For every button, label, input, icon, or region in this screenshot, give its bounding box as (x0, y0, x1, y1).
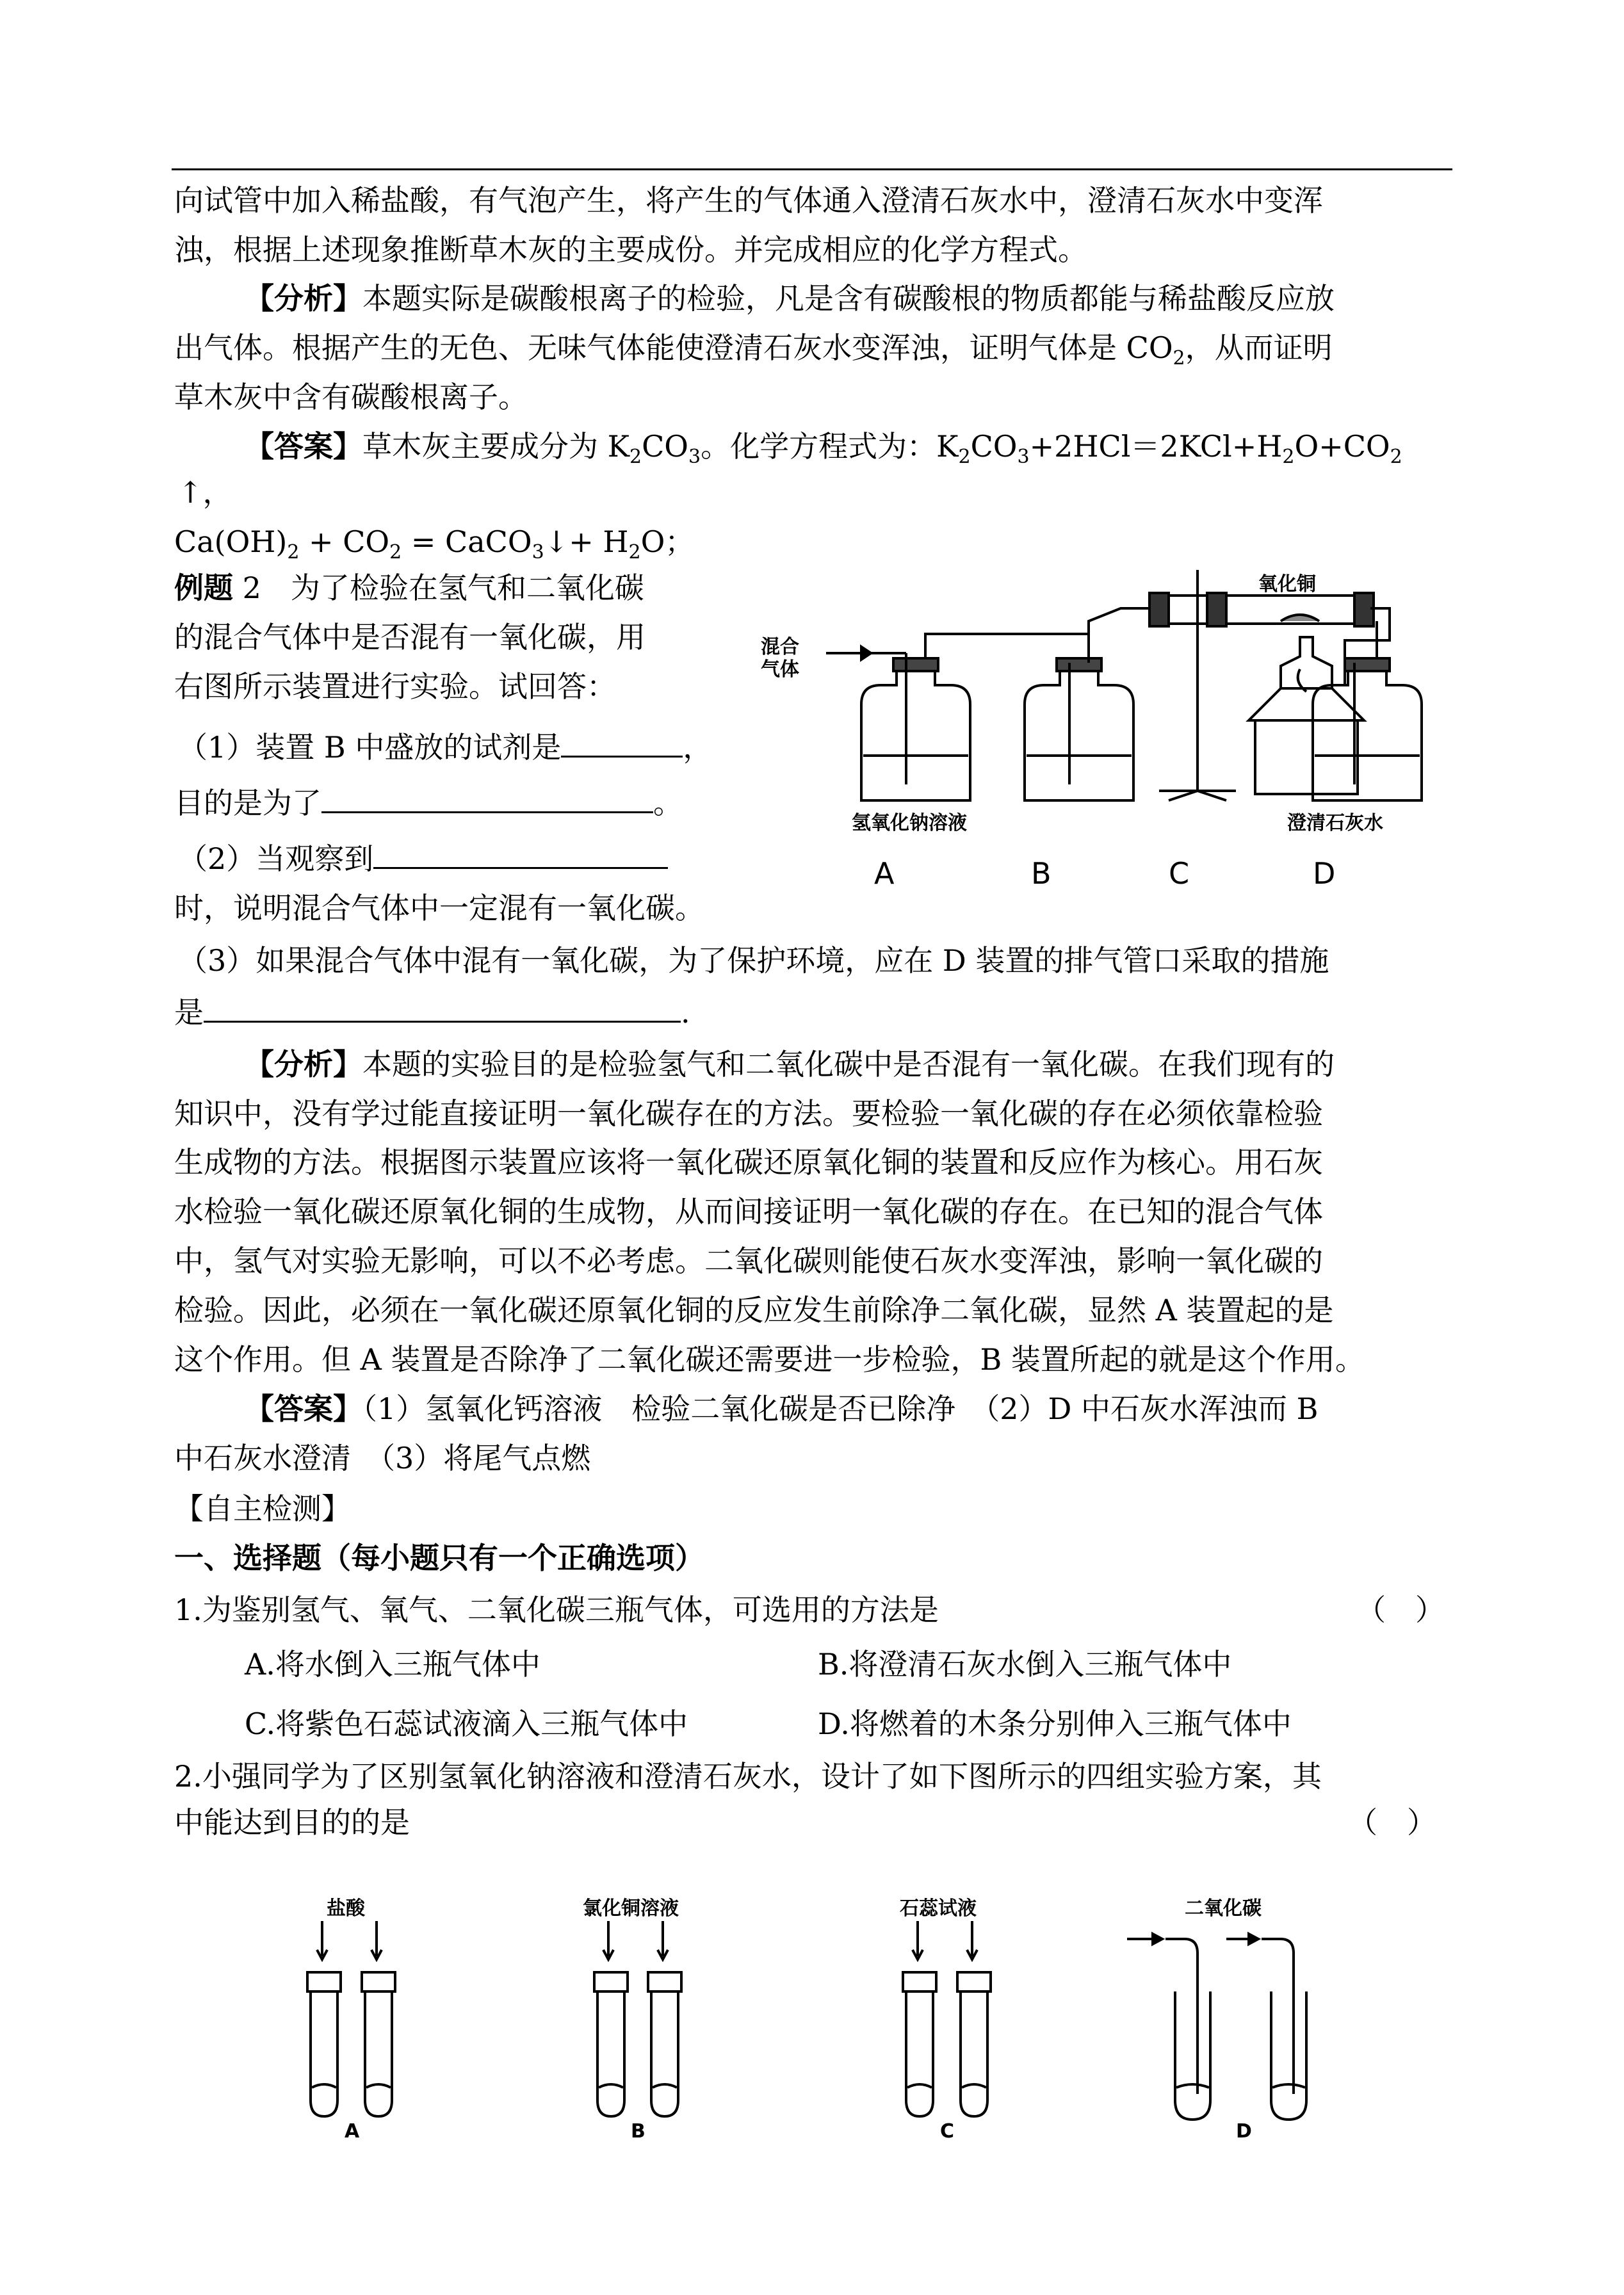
ex2-answer-line-2: 中石灰水澄清 （3）将尾气点燃 (174, 1441, 591, 1475)
intro-line-2: 浊，根据上述现象推断草木灰的主要成份。并完成相应的化学方程式。 (174, 232, 1087, 267)
cuo-label: 氧化铜 (1258, 573, 1316, 596)
answer-blank[interactable] (373, 839, 668, 869)
mixed-gas-label-2: 气体 (761, 658, 799, 681)
ex2-line-3: 右图所示装置进行实验。试回答： (174, 669, 616, 704)
limewater-label: 澄清石灰水 (1287, 812, 1383, 834)
ex1-analysis-line-2: 出气体。根据产生的无色、无味气体能使澄清石灰水变浑浊，证明气体是 $CO_2$，从而证明 (174, 330, 1333, 369)
ex1-analysis-line-3: 草木灰中含有碳酸根离子。 (174, 380, 528, 414)
q1-option-a[interactable]: A.将水倒入三瓶气体中 (245, 1647, 540, 1682)
ex1-arrow-line: ↑， (178, 475, 232, 510)
reagent-label-c: 石蕊试液 (900, 1897, 977, 1920)
ex2-title-line: 例题 2 为了检验在氢气和二氧化碳 (174, 571, 644, 605)
test-tubes-figure (282, 1895, 1345, 2139)
q2-stem-line-1: 2.小强同学为了区别氢氧化钠溶液和澄清石灰水，设计了如下图所示的四组实验方案，其 (174, 1759, 1322, 1794)
ex2-q3: （3）如果混合气体中混有一氧化碳，为了保护环境，应在 D 装置的排气管口采取的措施 (178, 943, 1329, 978)
intro-line-1: 向试管中加入稀盐酸，有气泡产生，将产生的气体通入澄清石灰水中，澄清石灰水中变浑 (174, 183, 1323, 218)
reagent-label-b: 氯化铜溶液 (583, 1897, 679, 1920)
label-c: C (1169, 856, 1190, 891)
ex2-q2-tail: 时，说明混合气体中一定混有一氧化碳。 (174, 891, 704, 925)
label-a: A (874, 856, 895, 891)
q1-answer-paren[interactable]: （ ） (1356, 1593, 1445, 1627)
ex2-q1-purpose: 目的是为了 。 (174, 782, 683, 824)
group-a (307, 1921, 395, 2116)
group-c (903, 1921, 991, 2116)
self-check-header: 【自主检测】 (174, 1491, 351, 1526)
tube-label-d: D (1236, 2120, 1252, 2139)
ex2-analysis-line-1: 【分析】本题的实验目的是检验氢气和二氧化碳中是否混有一氧化碳。在我们现有的 (245, 1047, 1335, 1082)
ex2-analysis-line-6: 检验。因此，必须在一氧化碳还原氧化铜的反应发生前除净二氧化碳，显然 A 装置起的是 (174, 1293, 1334, 1327)
ex2-line-2: 的混合气体中是否混有一氧化碳，用 (174, 620, 646, 654)
ex2-analysis-line-5: 中，氢气对实验无影响，可以不必考虑。二氧化碳则能使石灰水变浑浊，影响一氧化碳的 (174, 1244, 1323, 1278)
ex2-analysis-line-2: 知识中，没有学过能直接证明一氧化碳存在的方法。要检验一氧化碳的存在必须依靠检验 (174, 1096, 1323, 1131)
tube-label-a: A (345, 2120, 360, 2139)
reagent-label-d: 二氧化碳 (1185, 1897, 1262, 1920)
bottle-a (861, 653, 970, 800)
q2-stem-line-2: 中能达到目的的是 (174, 1805, 410, 1840)
answer-tag: 【答案】 (245, 429, 362, 464)
group-b (594, 1921, 681, 2116)
bottle-d (1313, 621, 1422, 800)
bottle-b (1025, 658, 1133, 800)
ex2-q2: （2）当观察到 (178, 838, 668, 880)
tube-label-c: C (940, 2120, 955, 2139)
ex1-answer-line: 【答案】草木灰主要成分为 $K_2CO_3$。化学方程式为：$K_2CO_3+2HCl=2KCl+H_2O+CO_2$ (245, 429, 1402, 468)
q2-answer-paren[interactable]: （ ） (1348, 1805, 1436, 1840)
label-d: D (1313, 856, 1336, 891)
ex2-answer-line-1: 【答案】（1）氢氧化钙溶液 检验二氧化碳是否已除净 （2）D 中石灰水浑浊而 B (245, 1391, 1319, 1426)
answer-blank[interactable] (561, 727, 683, 758)
group-d (1127, 1934, 1306, 2120)
ex2-analysis-line-3: 生成物的方法。根据图示装置应该将一氧化碳还原氧化铜的装置和反应作为核心。用石灰 (174, 1145, 1323, 1180)
analysis-tag: 【分析】 (245, 281, 362, 316)
label-b: B (1031, 856, 1052, 891)
ex1-analysis-line-1: 【分析】本题实际是碳酸根离子的检验，凡是含有碳酸根的物质都能与稀盐酸反应放 (245, 281, 1335, 316)
combustion-tube-c (1149, 593, 1374, 626)
answer-blank[interactable] (204, 993, 681, 1023)
ex2-q1: （1）装置 B 中盛放的试剂是 ， (178, 726, 712, 768)
ex2-analysis-line-7: 这个作用。但 A 装置是否除净了二氧化碳还需要进一步检验，B 装置所起的就是这个作用。 (174, 1342, 1365, 1377)
ex2-title: 例题 (174, 571, 233, 605)
answer-blank[interactable] (321, 783, 653, 813)
q1-option-c[interactable]: C.将紫色石蕊试液滴入三瓶气体中 (245, 1707, 688, 1741)
header-rule (172, 168, 1452, 170)
ex2-q3-tail: 是 . (174, 991, 690, 1034)
q1-option-d[interactable]: D.将燃着的木条分别伸入三瓶气体中 (818, 1707, 1292, 1741)
section-title: 一、选择题（每小题只有一个正确选项） (174, 1541, 704, 1575)
reagent-label-a: 盐酸 (327, 1897, 365, 1920)
ex2-analysis-line-4: 水检验一氧化碳还原氧化铜的生成物，从而间接证明一氧化碳的存在。在已知的混合气体 (174, 1194, 1323, 1229)
apparatus-diagram (749, 557, 1447, 903)
mixed-gas-label: 混合 (761, 636, 799, 658)
tube-label-b: B (631, 2120, 646, 2139)
naoh-label: 氢氧化钠溶液 (852, 812, 967, 834)
q1-option-b[interactable]: B.将澄清石灰水倒入三瓶气体中 (818, 1647, 1232, 1682)
ex1-equation: $Ca(OH)_2 + CO_2$ = CaCO$_3$↓+ $H_2O$； (174, 524, 695, 564)
q1-stem: 1.为鉴别氢气、氧气、二氧化碳三瓶气体，可选用的方法是 (174, 1593, 939, 1627)
